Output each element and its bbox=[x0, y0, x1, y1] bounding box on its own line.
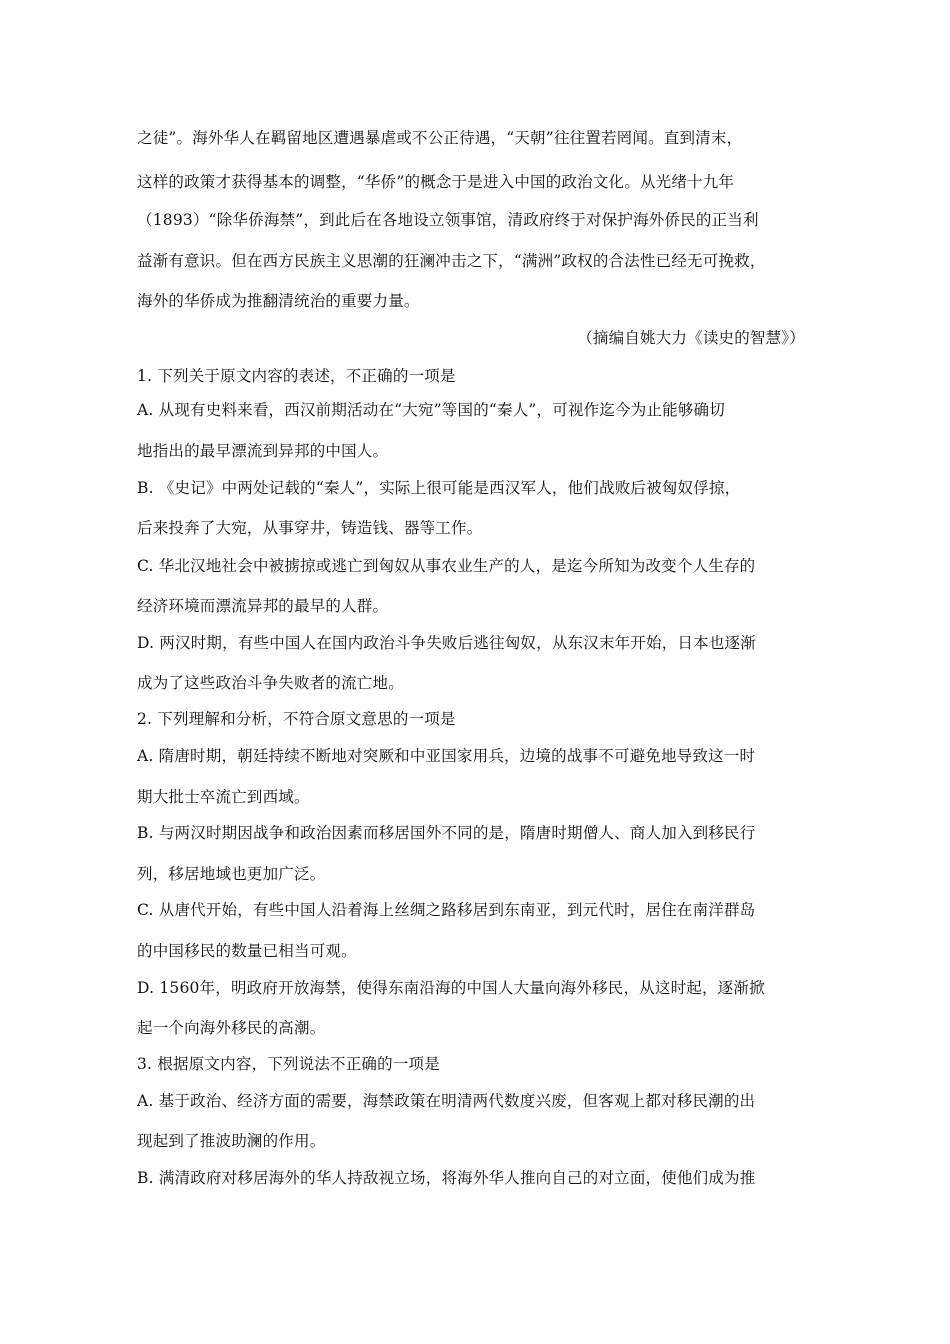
option-line: 经济环境而漂流异邦的最早的人群。 bbox=[137, 597, 389, 615]
question-stem: 2. 下列理解和分析，不符合原文意思的一项是 bbox=[137, 710, 456, 728]
option-line: A. 从现有史料来看，西汉前期活动在“大宛”等国的“秦人”，可视作迄今为止能够确切 bbox=[137, 401, 725, 419]
option-line: 起一个向海外移民的高潮。 bbox=[137, 1019, 326, 1037]
passage-source: （摘编自姚大力《读史的智慧》） bbox=[577, 329, 805, 347]
option-line: D. 两汉时期，有些中国人在国内政治斗争失败后逃往匈奴，从东汉末年开始，日本也逐渐 bbox=[137, 634, 756, 652]
passage-line: 益渐有意识。但在西方民族主义思潮的狂澜冲击之下，“满洲”政权的合法性已经无可挽救， bbox=[137, 252, 766, 270]
option-line: 地指出的最早漂流到异邦的中国人。 bbox=[137, 442, 389, 460]
question-stem: 1. 下列关于原文内容的表述，不正确的一项是 bbox=[137, 367, 456, 385]
passage-line: （1893）“除华侨海禁”，到此后在各地设立领事馆，清政府终于对保护海外侨民的正当利 bbox=[137, 211, 759, 229]
option-line: D. 1560年，明政府开放海禁，使得东南沿海的中国人大量向海外移民，从这时起，逐渐掀 bbox=[137, 979, 765, 997]
passage-line: 海外的华侨成为推翻清统治的重要力量。 bbox=[137, 292, 420, 310]
option-line: 成为了这些政治斗争失败者的流亡地。 bbox=[137, 674, 404, 692]
option-line: B. 与两汉时期因战争和政治因素而移居国外不同的是，隋唐时期僧人、商人加入到移民行 bbox=[137, 824, 756, 842]
passage-line: 这样的政策才获得基本的调整，“华侨”的概念于是进入中国的政治文化。从光绪十九年 bbox=[137, 173, 735, 191]
option-line: 期大批士卒流亡到西域。 bbox=[137, 788, 310, 806]
option-line: A. 隋唐时期，朝廷持续不断地对突厥和中亚国家用兵，边境的战事不可避免地导致这一时 bbox=[137, 747, 756, 765]
option-line: B. 《史记》中两处记载的“秦人”，实际上很可能是西汉军人，他们战败后被匈奴俘掠， bbox=[137, 479, 741, 497]
option-line: 后来投奔了大宛，从事穿井，铸造钱、器等工作。 bbox=[137, 519, 483, 537]
passage-line: 之徒”。海外华人在羁留地区遭遇暴虐或不公正待遇，“天朝”往往置若罔闻。直到清末， bbox=[137, 129, 743, 147]
option-line: 列，移居地域也更加广泛。 bbox=[137, 865, 326, 883]
option-line: B. 满清政府对移居海外的华人持敌视立场，将海外华人推向自己的对立面，使他们成为推 bbox=[137, 1169, 756, 1187]
option-line: 的中国移民的数量已相当可观。 bbox=[137, 942, 357, 960]
question-stem: 3. 根据原文内容，下列说法不正确的一项是 bbox=[137, 1055, 440, 1073]
option-line: A. 基于政治、经济方面的需要，海禁政策在明清两代数度兴废，但客观上都对移民潮的出 bbox=[137, 1092, 756, 1110]
option-line: C. 华北汉地社会中被掳掠或逃亡到匈奴从事农业生产的人，是迄今所知为改变个人生存的 bbox=[137, 557, 756, 575]
option-line: 现起到了推波助澜的作用。 bbox=[137, 1132, 326, 1150]
option-line: C. 从唐代开始，有些中国人沿着海上丝绸之路移居到东南亚，到元代时，居住在南洋群岛 bbox=[137, 901, 756, 919]
